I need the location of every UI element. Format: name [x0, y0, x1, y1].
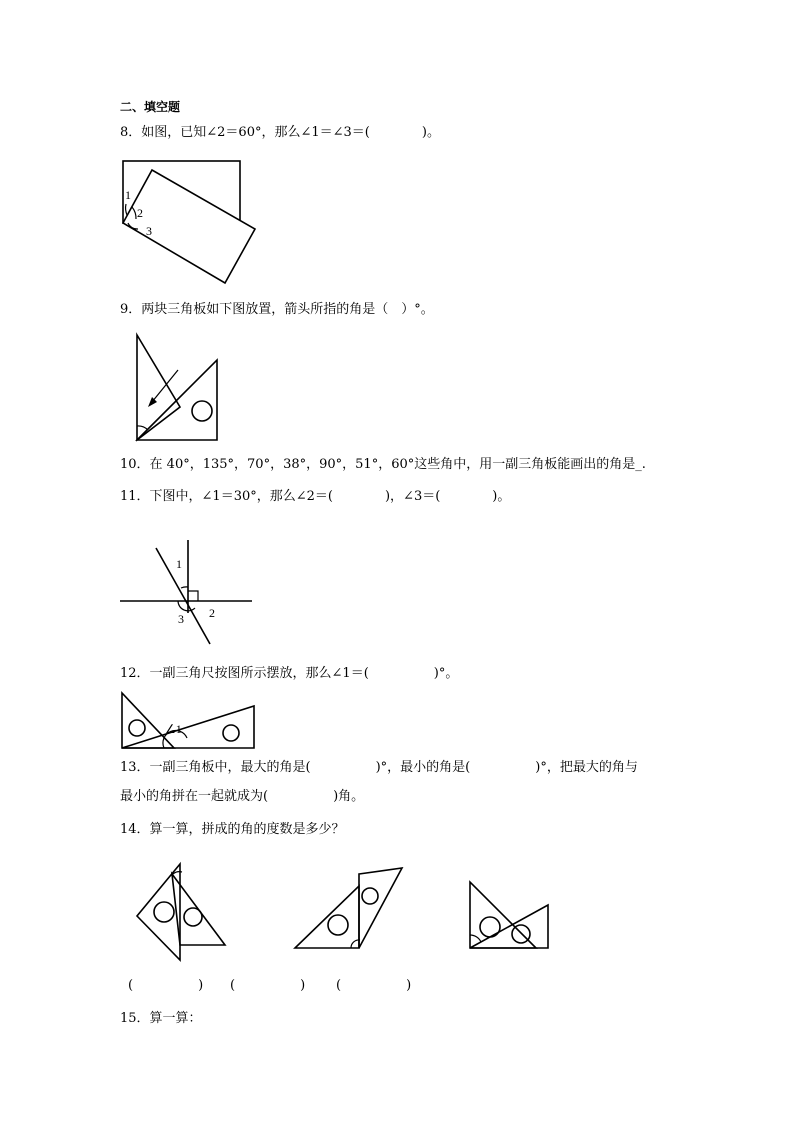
q9-arrowhead	[148, 397, 157, 407]
q14-figure-2	[290, 866, 410, 956]
q14-fig1-circle-1	[154, 902, 174, 922]
q11-angle-1-arc	[181, 587, 188, 588]
q14-fig2-triangle-1	[295, 886, 359, 948]
q11-right-angle-mark	[188, 591, 198, 601]
q8-angle-1-arc	[126, 204, 127, 215]
q11-label-1: 1	[176, 557, 182, 571]
q14-fig3-triangle-2	[470, 905, 548, 948]
question-14: 14．算一算，拼成的角的度数是多少？	[120, 822, 345, 837]
section-title: 二、填空题	[120, 100, 181, 114]
question-13-line-2: 最小的角拼在一起就成为( )角。	[120, 789, 365, 804]
q14-figure-1	[130, 862, 230, 952]
question-12: 12．一副三角尺按图所示摆放，那么∠1＝( )°。	[120, 666, 459, 681]
q9-circle	[192, 401, 212, 421]
q11-label-3: 3	[178, 612, 184, 626]
q9-figure	[130, 330, 230, 450]
q14-fig3-triangle-1	[470, 882, 536, 948]
q14-fig2-circle-2	[362, 888, 378, 904]
q8-rectangle-2	[123, 170, 255, 283]
q8-label-3: 3	[146, 224, 152, 238]
question-10: 10．在 40°，135°，70°，38°，90°，51°，60°这些角中，用一副三角板能画出的角是_.	[120, 457, 646, 472]
q14-fig3-circle-1	[480, 917, 500, 937]
q14-answer-2[interactable]: ( )	[230, 978, 306, 993]
q8-label-2: 2	[137, 206, 143, 220]
q11-figure	[118, 538, 258, 648]
q12-circle-2	[223, 725, 239, 741]
q14-figure-3	[466, 880, 566, 970]
q14-fig2-circle-1	[328, 915, 348, 935]
q8-label-1: 1	[125, 188, 131, 202]
question-9: 9．两块三角板如下图放置，箭头所指的角是（ ）°。	[120, 302, 434, 317]
q11-label-2: 2	[209, 606, 215, 620]
q14-answer-1[interactable]: ( )	[128, 978, 204, 993]
q12-angle-label: ∠1	[165, 722, 182, 736]
q9-angle-arc	[137, 426, 148, 430]
q12-figure	[120, 690, 260, 752]
question-15: 15．算一算：	[120, 1011, 202, 1026]
q12-circle-1	[129, 720, 145, 736]
question-13-line-1: 13．一副三角板中，最大的角是( )°，最小的角是( )°，把最大的角与	[120, 760, 638, 775]
q14-fig1-circle-2	[184, 908, 202, 926]
q9-triangle-1	[137, 335, 180, 440]
q14-fig3-angle-arc	[470, 935, 481, 942]
q11-slanted-line	[156, 548, 210, 644]
question-11: 11．下图中，∠1＝30°，那么∠2＝( )，∠3＝( )。	[120, 489, 511, 504]
q14-fig2-triangle-2	[359, 868, 402, 948]
q8-figure	[118, 155, 268, 285]
question-8: 8．如图，已知∠2＝60°，那么∠1＝∠3＝( )。	[120, 125, 440, 140]
q14-answer-3[interactable]: ( )	[336, 978, 412, 993]
q12-triangle-2	[122, 706, 254, 748]
